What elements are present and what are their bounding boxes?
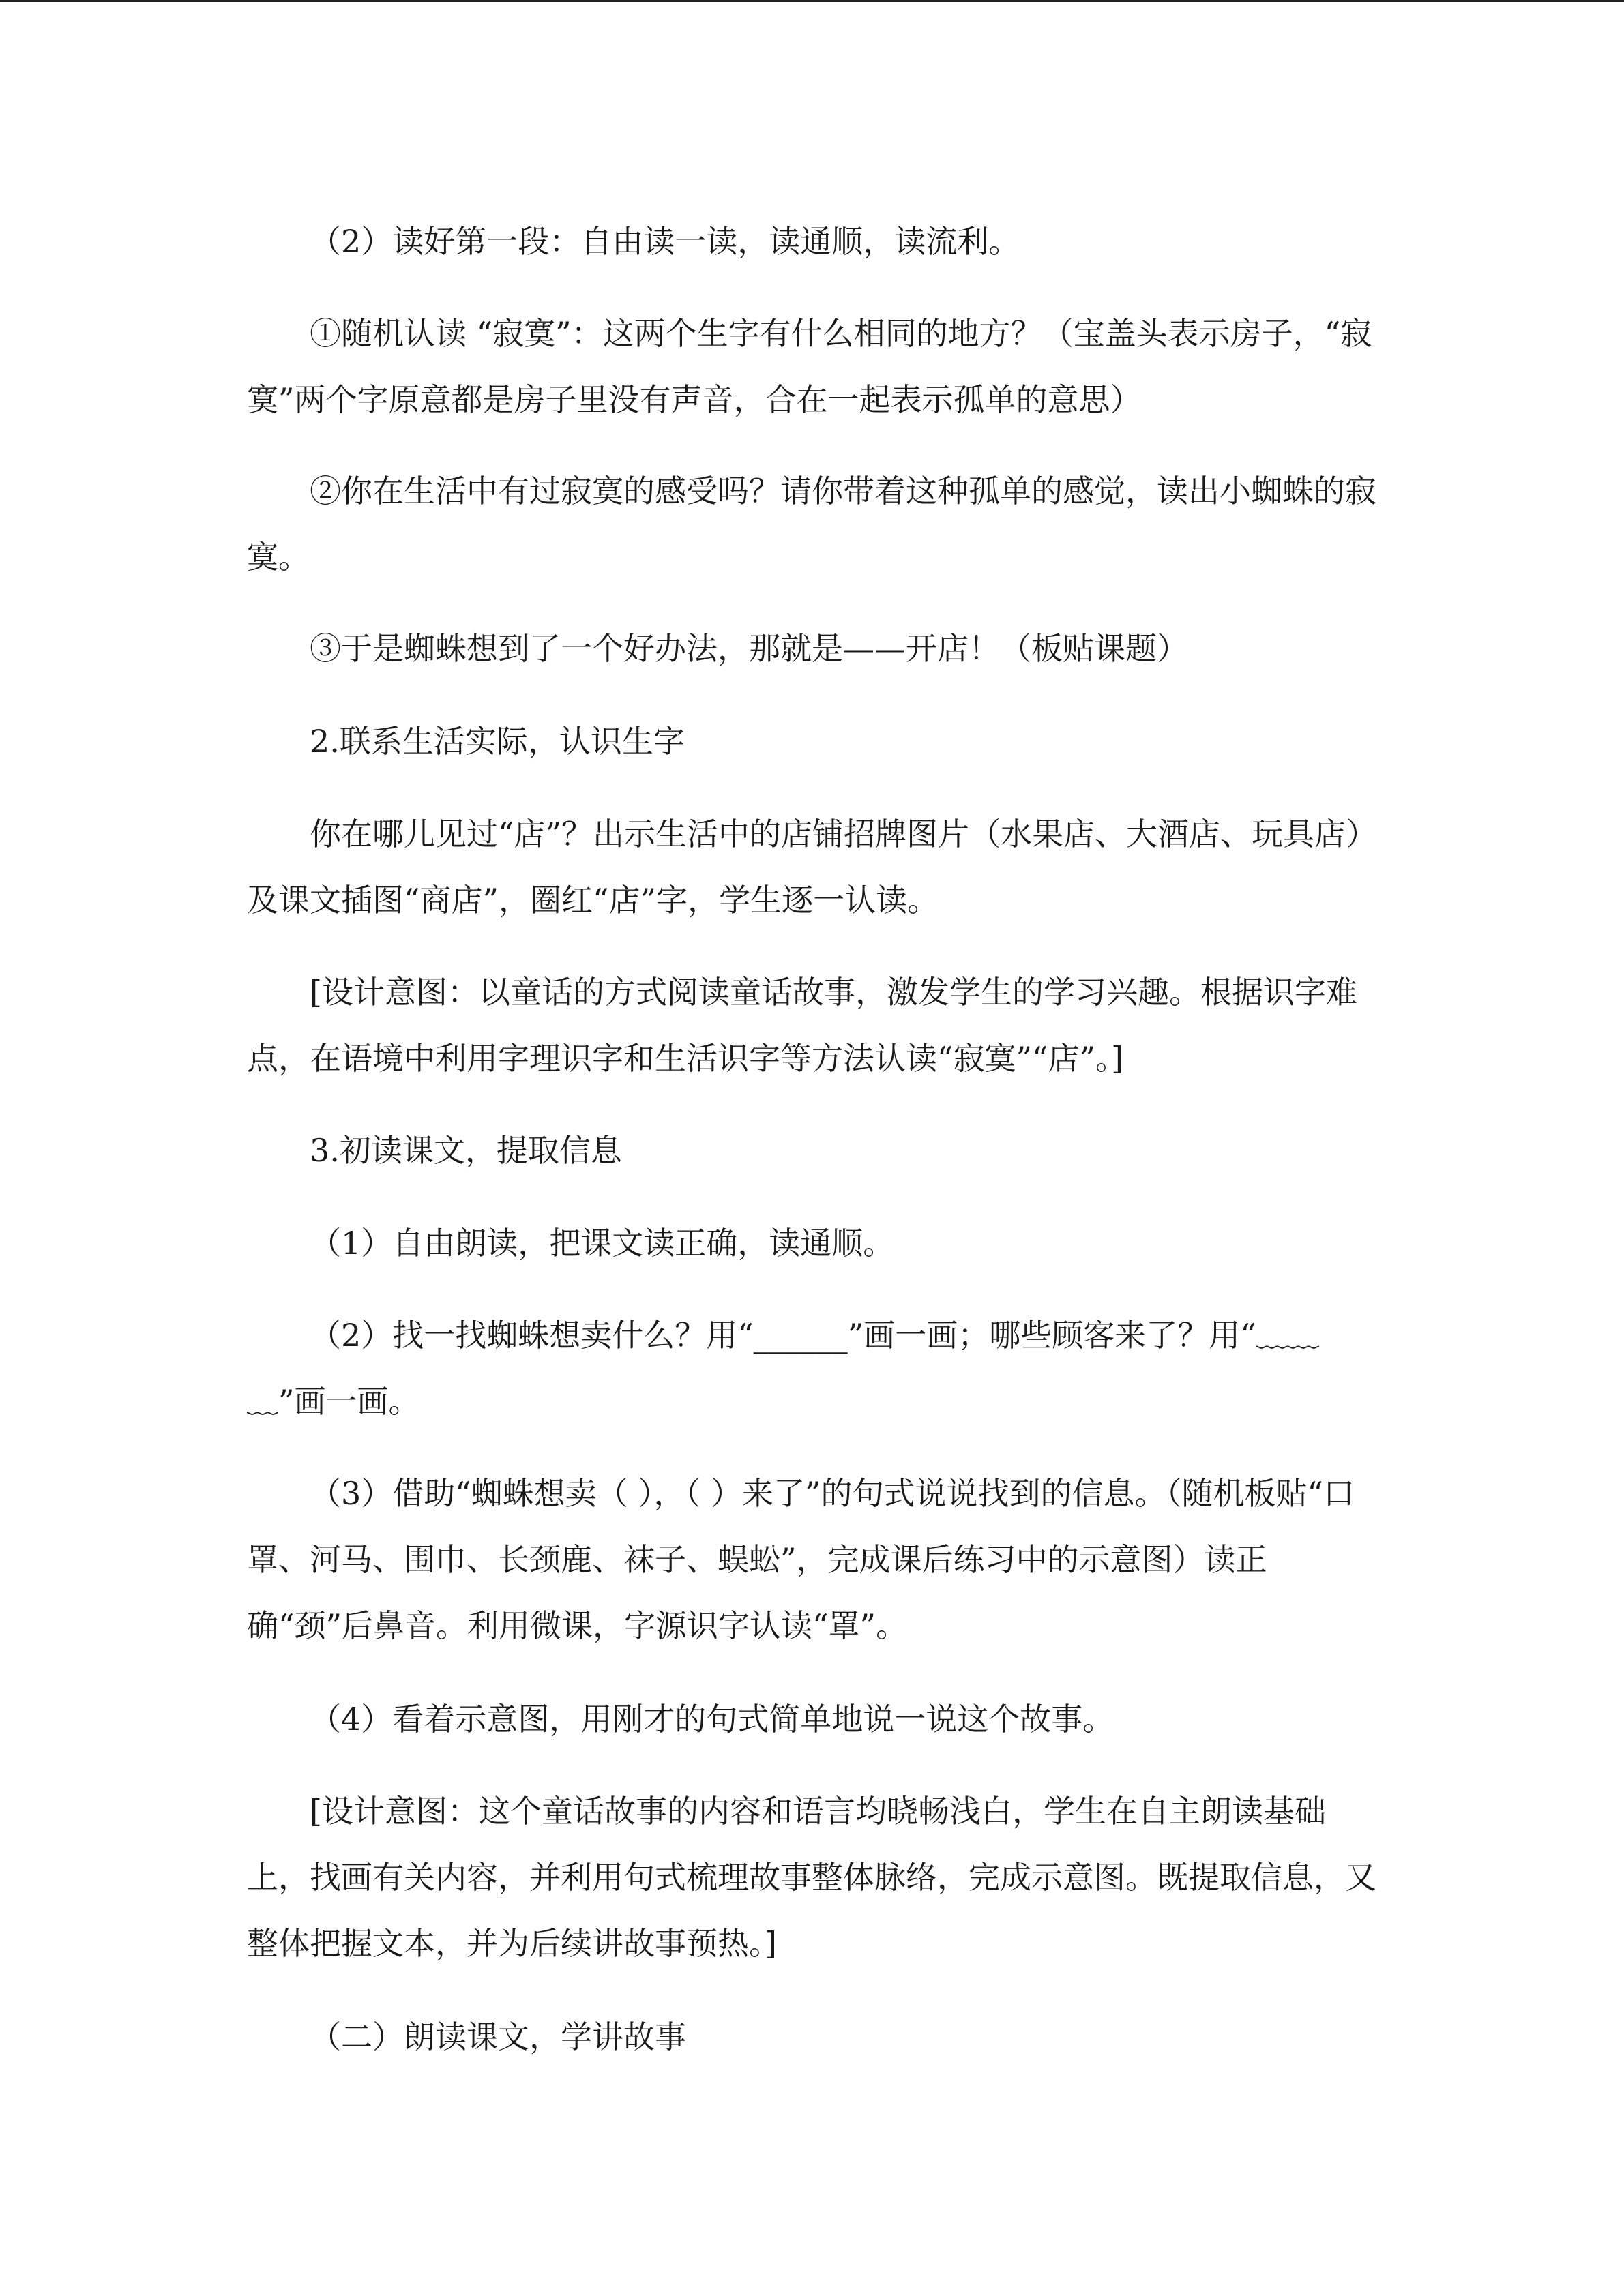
page-top-border [0, 0, 1624, 2]
paragraph-sentence-pattern: （3）借助“蜘蛛想卖（ ），（ ）来了”的句式说说找到的信息。（随机板贴“口罩、河马、围巾、长颈鹿、袜子、蜈蚣”，完成课后练习中的示意图）读正确“颈”后鼻音。利用微课，字源识字认读“罩”。 [247, 1475, 1355, 1644]
paragraph-read-first-section: （2）读好第一段：自由读一读，读通顺，读流利。 [310, 223, 1020, 260]
paragraph-shop-signs: 你在哪儿见过“店”？出示生活中的店铺招牌图片（水果店、大酒店、玩具店）及课文插图“商店”，圈红“店”字，学生逐一认读。 [247, 816, 1378, 919]
section-heading-2: 2.联系生活实际，认识生字 [310, 723, 685, 760]
paragraph-loneliness-feeling: ②你在生活中有过寂寞的感受吗？请你带着这种孤单的感觉，读出小蜘蛛的寂寞。 [247, 473, 1376, 576]
paragraph-recognize-jimo: ①随机认读 “寂寞”：这两个生字有什么相同的地方？（宝盖头表示房子，“寂寞”两个字原意都是房子里没有声音，合在一起表示孤单的意思） [247, 315, 1372, 418]
paragraph-open-shop: ③于是蜘蛛想到了一个好办法，那就是——开店！（板贴课题） [310, 630, 1188, 667]
section-heading-part-2: （二）朗读课文，学讲故事 [310, 2018, 686, 2055]
paragraph-free-reading: （1）自由朗读，把课文读正确，读通顺。 [310, 1225, 895, 1262]
design-intent-1: [设计意图：以童话的方式阅读童话故事，激发学生的学习兴趣。根据识字难点，在语境中利用字理识字和生活识字等方法认读“寂寞”“店”。] [247, 974, 1357, 1077]
paragraph-find-items: （2）找一找蜘蛛想卖什么？用“______”画一画；哪些顾客来了？用“﹏﹏﹏”画一画。 [247, 1317, 1319, 1420]
section-heading-3: 3.初读课文，提取信息 [310, 1132, 622, 1169]
paragraph-retell-story: （4）看着示意图，用刚才的句式简单地说一说这个故事。 [310, 1701, 1114, 1738]
design-intent-2: [设计意图：这个童话故事的内容和语言均晓畅浅白，学生在自主朗读基础上，找画有关内容，并利用句式梳理故事整体脉络，完成示意图。既提取信息，又整体把握文本，并为后续讲故事预热。] [247, 1793, 1376, 1962]
